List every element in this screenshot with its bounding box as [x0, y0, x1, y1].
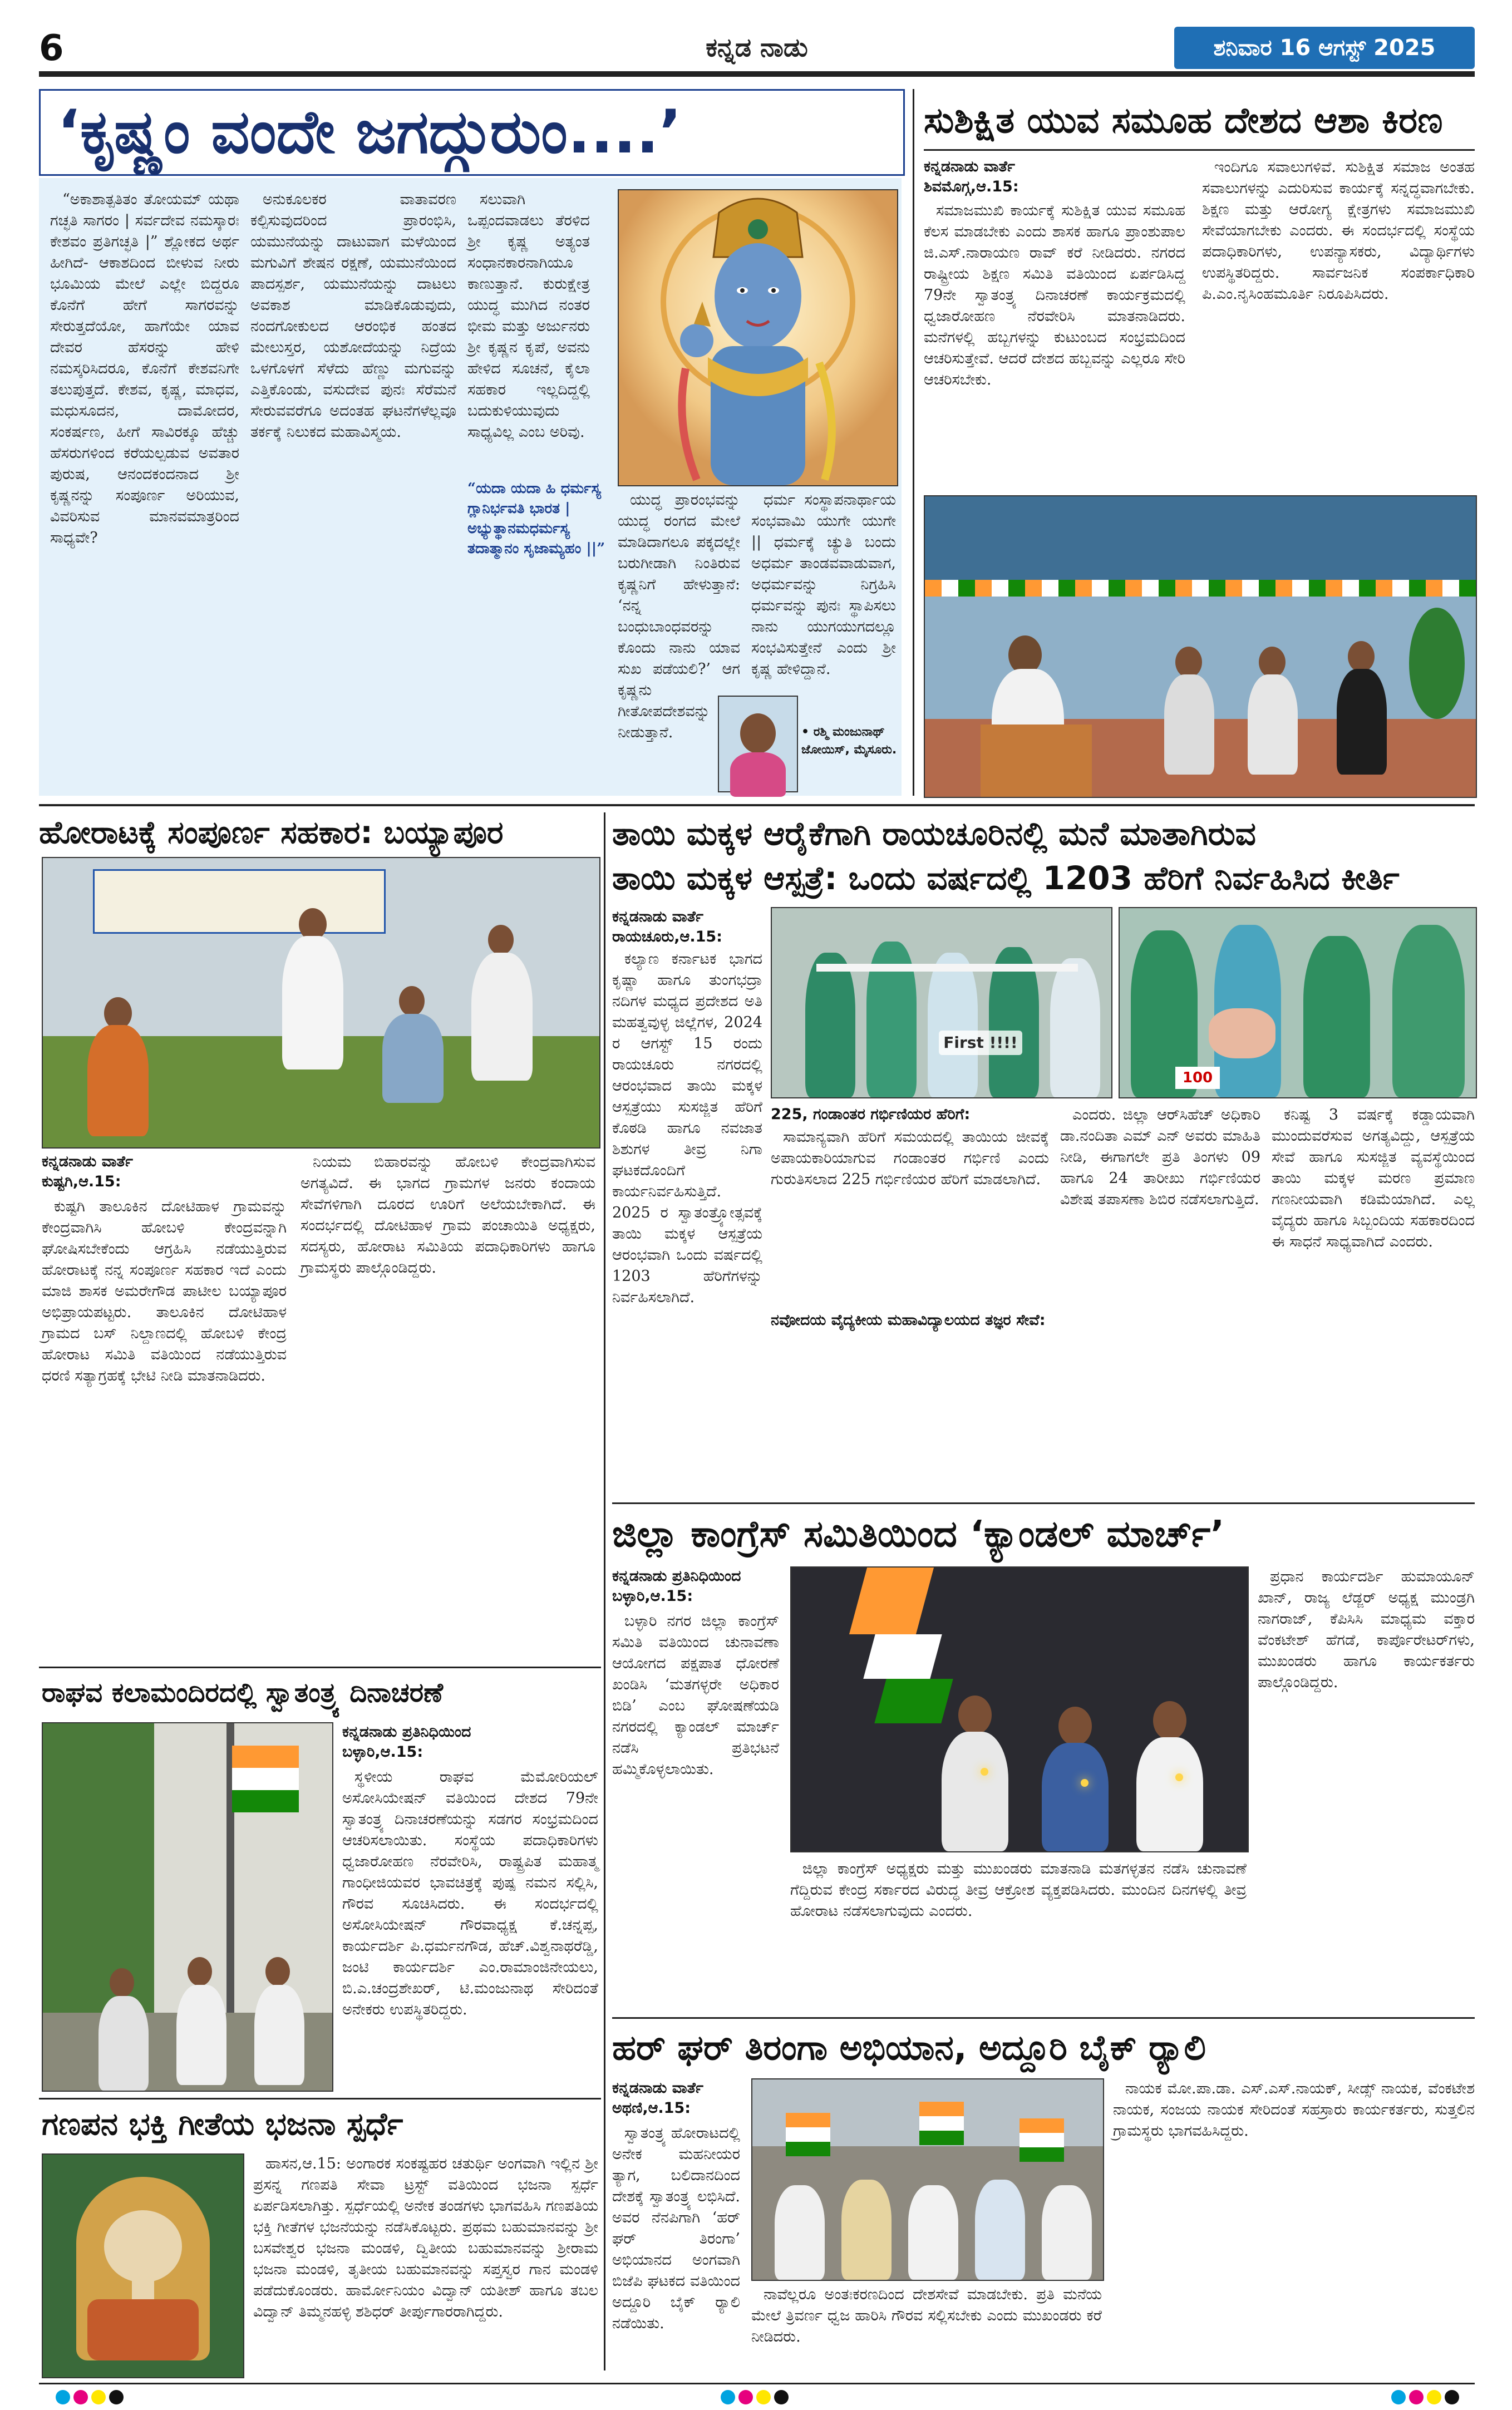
tiranga-dateline: ಅಥಣಿ,ಆ.15:: [612, 2099, 691, 2117]
hospital-photo-2: [1119, 907, 1477, 1098]
tiranga-headline: ಹರ್ ಘರ್ ತಿರಂಗಾ ಅಭಿಯಾನ, ಅದ್ದೂರಿ ಬೈಕ್ ರ್‍ಯಾಲಿ: [612, 2027, 1206, 2068]
congress-byline: ಕನ್ನಡನಾಡು ಪ್ರತಿನಿಧಿಯಿಂದ: [612, 1568, 741, 1585]
krishna-col-3: [467, 189, 590, 467]
footer-rule: [39, 2383, 1475, 2384]
ganapa-headline: ಗಣಪನ ಭಕ್ತಿ ಗೀತೆಯ ಭಜನಾ ಸ್ಪರ್ಧೆ: [42, 2106, 403, 2142]
krishna-illustration: [618, 189, 898, 486]
youth-photo: [924, 495, 1477, 798]
tiranga-col-3: [1113, 2078, 1475, 2376]
krishna-col-5: [751, 490, 896, 690]
support-dateline: ಕುಷ್ಟಗಿ,ಆ.15:: [42, 1173, 121, 1190]
tiranga-text-1: ಸ್ವಾತಂತ್ರ್ಯ ಹೋರಾಟದಲ್ಲಿ ಅನೇಕ ಮಹನೀಯರ ತ್ಯಾಗ, ಬಲಿದಾನದಿಂದ ದೇಶಕ್ಕೆ ಸ್ವಾತಂತ್ರ್ಯ ಲಭಿಸಿದೆ. ಅವರ ನೆನಪಿಗಾಗಿ ‘ಹರ್ ಘರ್ ತಿರಂಗಾ’ ಅಭಿಯಾನದ ಅಂಗವಾಗಿ ಬಿಜೆಪಿ ಘಟಕದ ವತಿಯಿಂದ ಅದ್ದೂರಿ ಬೈಕ್ ರ್‍ಯಾಲಿ ನಡೆಯಿತು.: [612, 2125, 740, 2332]
section-rule-4: [612, 1502, 1475, 1504]
support-text-1: ಕುಷ್ಟಗಿ ತಾಲೂಕಿನ ದೋಟಿಹಾಳ ಗ್ರಾಮವನ್ನು ಕೇಂದ್ರವಾಗಿಸಿ ಹೋಬಳಿ ಕೇಂದ್ರವನ್ನಾಗಿ ಘೋಷಿಸಬೇಕೆಂದು ಆಗ್ರಹಿಸಿ ನಡೆಯುತ್ತಿರುವ ಹೋರಾಟಕ್ಕೆ ನನ್ನ ಸಂಪೂರ್ಣ ಸಹಕಾರ ಇದೆ ಎಂದು ಮಾಜಿ ಶಾಸಕ ಅಮರೇಗೌಡ ಪಾಟೀಲ ಬಯ್ಯಾಪೂರ ಅಭಿಪ್ರಾಯಪಟ್ಟರು. ತಾಲೂಕಿನ ದೋಟಿಹಾಳ ಗ್ರಾಮದ ಬಸ್ ನಿಲ್ದಾಣದಲ್ಲಿ ಹೋಬಳಿ ಕೇಂದ್ರ ಹೋರಾಟ ಸಮಿತಿ ವತಿಯಿಂದ ನಡೆಯುತ್ತಿರುವ ಧರಣಿ ಸತ್ಯಾಗ್ರಹಕ್ಕೆ ಭೇಟಿ ನೀಡಿ ಮಾತನಾಡಿದರು.: [42, 1198, 287, 1384]
section-rule-1: [39, 804, 1475, 806]
krishna-text-4: ಯುದ್ಧ ಪ್ರಾರಂಭವನ್ನು ಯುದ್ಧ ರಂಗದ ಮೇಲೆ ಮಾಡಿದಾಗಲೂ ಪಕ್ಕದಲ್ಲೇ ಬರುಗೀಡಾಗಿ ನಿಂತಿರುವ ಕೃಷ್ಣನಿಗೆ ಹೇಳುತ್ತಾನೆ: ‘ನನ್ನ ಬಂಧುಬಾಂಧವರನ್ನು ಕೊಂದು ನಾನು ಯಾವ ಸುಖ ಪಡೆಯಲಿ?’ ಆಗ ಕೃಷ್ಣನು ಗೀತೋಪದೇಶವನ್ನು ನೀಡುತ್ತಾನೆ.: [618, 491, 740, 741]
youth-byline-block: [924, 157, 1185, 197]
tiranga-col-2: [751, 2284, 1102, 2376]
hospital-intro: [612, 949, 762, 1306]
hospital-photo-caption: First !!!!: [939, 1031, 1022, 1055]
section-rule-5: [612, 2017, 1475, 2019]
hospital-photo-1: [771, 907, 1112, 1098]
hospital-text-4: ಕನಿಷ್ಟ 3 ವರ್ಷಕ್ಕೆ ಕಡ್ಡಾಯವಾಗಿ ಮುಂದುವರೆಸುವ ಅಗತ್ಯವಿದ್ದು, ಆಸ್ಪತ್ರೆಯ ಸೇವೆ ಹಾಗೂ ಸುಸಜ್ಜಿತ ವ್ಯವಸ್ಥೆಯಿಂದ ತಾಯಿ ಮಕ್ಕಳ ಮರಣ ಪ್ರಮಾಣ ಗಣನೀಯವಾಗಿ ಕಡಿಮೆಯಾಗಿದೆ. ಎಲ್ಲ ವೈದ್ಯರು ಹಾಗೂ ಸಿಬ್ಬಂದಿಯ ಸಹಕಾರದಿಂದ ಈ ಸಾಧನೆ ಸಾಧ್ಯವಾಗಿದೆ ಎಂದರು.: [1272, 1106, 1475, 1250]
hospital-dateline: ರಾಯಚೂರು,ಆ.15:: [612, 928, 722, 945]
youth-dateline: ಶಿವಮೊಗ್ಗ,ಆ.15:: [924, 178, 1019, 195]
section-rule-3: [39, 2098, 601, 2099]
hospital-text-3: ಎಂದರು. ಜಿಲ್ಲಾ ಆರ್‌ಸಿಹೆಚ್ ಅಧಿಕಾರಿ ಡಾ.ನಂದಿತಾ ಎಮ್ ಎನ್ ಅವರು ಮಾಹಿತಿ ನೀಡಿ, ಈಗಾಗಲೇ ಪ್ರತಿ ತಿಂಗಳು 09 ಹಾಗೂ 24 ತಾರೀಖು ಗರ್ಭಿಣಿಯರ ವಿಶೇಷ ತಪಾಸಣಾ ಶಿಬಿರ ನಡೆಸಲಾಗುತ್ತಿದೆ.: [1060, 1106, 1260, 1208]
support-col-1: [42, 1196, 287, 1658]
support-byline-block: [42, 1152, 253, 1192]
header-rule: [39, 71, 1475, 77]
congress-col-1: [612, 1611, 779, 2012]
ganapa-col: [253, 2153, 598, 2376]
krishna-text-2: ಅನುಕೂಲಕರ ವಾತಾವರಣ ಕಲ್ಪಿಸುವುದರಿಂದ ಪ್ರಾರಂಭಿಸಿ, ಯಮುನೆಯನ್ನು ದಾಟುವಾಗ ಮಳೆಯಿಂದ ಮಗುವಿಗೆ ಶೇಷನ ರಕ್ಷಣೆ, ಯಮುನೆಯಿಂದ ಪಾದಸ್ಪರ್ಶ, ಯಮುನೆಯನ್ನು ದಾಟಲು ಅವಕಾಶ ಮಾಡಿಕೊಡುವುದು, ನಂದಗೋಕುಲದ ಆರಂಭಿಕ ಹಂತದ ಮೇಲುಸ್ತರ, ಯಶೋದೆಯನ್ನು ನಿದ್ರೆಯ ಒಳಗೊಳಗೆ ಸೆಳೆದು ಹೆಣ್ಣು ಮಗುವನ್ನು ಎತ್ತಿಕೊಂಡು, ವಸುದೇವ ಪುನಃ ಸೆರೆಮನೆ ಸೇರುವವರೆಗೂ ಅದಂತಹ ಘಟನೆಗಳೆಲ್ಲವೂ ತರ್ಕಕ್ಕೆ ನಿಲುಕದ ಮಹಾವಿಸ್ಮಯ.: [250, 191, 456, 441]
raghava-byline: ಕನ್ನಡನಾಡು ಪ್ರತಿನಿಧಿಯಿಂದ: [342, 1723, 471, 1741]
youth-col-1: [924, 200, 1185, 490]
congress-text-3: ಪ್ರಧಾನ ಕಾರ್ಯದರ್ಶಿ ಹುಮಾಯೂನ್ ಖಾನ್, ರಾಜ್ಯ ಲೆಡ್ಜರ್ ಅಧ್ಯಕ್ಷ ಮುಂಡ್ರಗಿ ನಾಗರಾಜ್, ಕೆಪಿಸಿಸಿ ಮಾಧ್ಯಮ ವಕ್ತಾರ ವೆಂಕಟೇಶ್ ಹೆಗಡೆ, ಕಾರ್ಪೊರೇಟರ್‌ಗಳು, ಮುಖಂಡರು ಹಾಗೂ ಕಾರ್ಯಕರ್ತರು ಪಾಲ್ಗೊಂಡಿದ್ದರು.: [1258, 1568, 1475, 1691]
hospital-sub-1: 225, ಗಂಡಾಂತರ ಗರ್ಭಿಣಿಯರ ಹೆರಿಗೆ:: [771, 1106, 971, 1123]
hospital-col-4: [1272, 1105, 1475, 1494]
krishna-author: • ರಶ್ಮಿ ಮಂಜುನಾಥ್ ಜೋಯಿಸ್, ಮೈಸೂರು.: [801, 725, 897, 757]
support-headline: ಹೋರಾಟಕ್ಕೆ ಸಂಪೂರ್ಣ ಸಹಕಾರ: ಬಯ್ಯಾಪೂರ: [39, 815, 504, 851]
hospital-col-2: [771, 1127, 1049, 1305]
date-badge: [1174, 27, 1475, 69]
col-divider-2: [604, 812, 605, 2370]
masthead: [556, 32, 957, 66]
paper-name: ಕನ್ನಡ ನಾಡು: [706, 32, 808, 62]
hospital-byline: ಕನ್ನಡನಾಡು ವಾರ್ತೆ: [612, 908, 703, 925]
congress-dateline: ಬಳ್ಳಾರಿ,ಆ.15:: [612, 1588, 693, 1605]
krishna-text-3: ಸಲುವಾಗಿ ಒಪ್ಪಂದವಾಡಲು ತೆರಳಿದ ಶ್ರೀ ಕೃಷ್ಣ ಅತ್ಯಂತ ಸಂಧಾನಕಾರನಾಗಿಯೂ ಕಾಣುತ್ತಾನೆ. ಕುರುಕ್ಷೇತ್ರ ಯುದ್ಧ ಮುಗಿದ ನಂತರ ಭೀಮ ಮತ್ತು ಅರ್ಜುನರು ಶ್ರೀ ಕೃಷ್ಣನ ಕೃಪೆ, ಅವನು ಹೇಳಿದ ಸೂಚನೆ, ಕೈಲಾ ಸಹಕಾರ ಇಲ್ಲದಿದ್ದಲ್ಲಿ ಬದುಕುಳಿಯುವುದು ಸಾಧ್ಯವಿಲ್ಲ ಎಂಬ ಅರಿವು.: [467, 191, 590, 441]
congress-col-3: [1258, 1566, 1475, 2012]
raghava-photo: [42, 1722, 333, 2092]
hospital-headline-1: ತಾಯಿ ಮಕ್ಕಳ ಆರೈಕೆಗಾಗಿ ರಾಯಚೂರಿನಲ್ಲಿ ಮನೆ ಮಾತಾಗಿರುವ: [612, 815, 1257, 852]
congress-text-1: ಬಳ್ಳಾರಿ ನಗರ ಜಿಲ್ಲಾ ಕಾಂಗ್ರೆಸ್ ಸಮಿತಿ ವತಿಯಿಂದ ಚುನಾವಣಾ ಆಯೋಗದ ಪಕ್ಷಪಾತ ಧೋರಣೆ ಖಂಡಿಸಿ ‘ಮತಗಳ್ಳರೇ ಅಧಿಕಾರ ಬಿಡಿ’ ಎಂಬ ಘೋಷಣೆಯಡಿ ನಗರದಲ್ಲಿ ಕ್ಯಾಂಡಲ್ ಮಾರ್ಚ್ ನಡೆಸಿ ಪ್ರತಿಭಟನೆ ಹಮ್ಮಿಕೊಳ್ಳಲಾಯಿತು.: [612, 1613, 779, 1778]
tiranga-byline-block: [612, 2078, 740, 2118]
tiranga-col-1: [612, 2123, 740, 2376]
youth-text-2: ಇಂದಿಗೂ ಸವಾಲುಗಳಿವೆ. ಸುಶಿಕ್ಷಿತ ಸಮಾಜ ಅಂತಹ ಸವಾಲುಗಳನ್ನು ಎದುರಿಸುವ ಕಾರ್ಯಕ್ಕೆ ಸನ್ನದ್ಧವಾಗಬೇಕು. ಶಿಕ್ಷಣ ಮತ್ತು ಆರೋಗ್ಯ ಕ್ಷೇತ್ರಗಳು ಸಮಾಜಮುಖಿ ಸೇವೆಯಾಗಬೇಕು ಎಂದರು. ಈ ಸಂದರ್ಭದಲ್ಲಿ ಸಂಸ್ಥೆಯ ಪದಾಧಿಕಾರಿಗಳು, ಉಪನ್ಯಾಸಕರು, ವಿದ್ಯಾರ್ಥಿಗಳು ಉಪಸ್ಥಿತರಿದ್ದರು. ಸಾರ್ವಜನಿಕ ಸಂಪರ್ಕಾಧಿಕಾರಿ ಪಿ.ಎಂ.ನೃಸಿಂಹಮೂರ್ತಿ ನಿರೂಪಿಸಿದರು.: [1202, 159, 1475, 303]
krishna-text-1: “ಅಕಾಶಾತ್ಪತಿತಂ ತೋಯಮ್ ಯಥಾ ಗಚ್ಛತಿ ಸಾಗರಂ | ಸರ್ವದೇವ ನಮಸ್ಕಾರಃ ಕೇಶವಂ ಪ್ರತಿಗಚ್ಛತಿ |” ಶ್ಲೋಕದ ಅರ್ಥ ಹೀಗಿದೆ- ಆಕಾಶದಿಂದ ಬೀಳುವ ನೀರು ಭೂಮಿಯ ಮೇಲೆ ಎಲ್ಲೇ ಬಿದ್ದರೂ ಕೊನೆಗೆ ಹೇಗೆ ಸಾಗರವನ್ನು ಸೇರುತ್ತದೆಯೋ, ಹಾಗೆಯೇ ಯಾವ ದೇವರ ಹೆಸರನ್ನು ಹೇಳಿ ನಮಸ್ಕರಿಸಿದರೂ, ಕೊನೆಗೆ ಕೇಶವನಿಗೇ ತಲುಪುತ್ತದೆ. ಕೇಶವ, ಕೃಷ್ಣ, ಮಾಧವ, ಮಧುಸೂದನ, ದಾಮೋದರ, ಸಂಕರ್ಷಣ, ಹೀಗೆ ಸಾವಿರಕ್ಕೂ ಹೆಚ್ಚು ಹೆಸರುಗಳಿಂದ ಕರೆಯಲ್ಪಡುವ ಅವತಾರ ಪುರುಷ, ಆನಂದಕಂದನಾದ ಶ್ರೀ ಕೃಷ್ಣನನ್ನು ಸಂಪೂರ್ಣ ಅರಿಯುವ, ವಿವರಿಸುವ ಮಾನವಮಾತ್ರರಿಂದ ಸಾಧ್ಯವೇ?: [50, 191, 239, 546]
krishna-col-2: [250, 189, 456, 790]
col-divider: [913, 89, 914, 796]
congress-text-2: ಜಿಲ್ಲಾ ಕಾಂಗ್ರೆಸ್ ಅಧ್ಯಕ್ಷರು ಮತ್ತು ಮುಖಂಡರು ಮಾತನಾಡಿ ಮತಗಳ್ಳತನ ನಡೆಸಿ ಚುನಾವಣೆ ಗೆದ್ದಿರುವ ಕೇಂದ್ರ ಸರ್ಕಾರದ ವಿರುದ್ಧ ತೀವ್ರ ಆಕ್ರೋಶ ವ್ಯಕ್ತಪಡಿಸಿದರು. ಮುಂದಿನ ದಿನಗಳಲ್ಲಿ ತೀವ್ರ ಹೋರಾಟ ನಡೆಸಲಾಗುವುದು ಎಂದರು.: [790, 1860, 1247, 1920]
youth-headline: ಸುಶಿಕ್ಷಿತ ಯುವ ಸಮೂಹ ದೇಶದ ಆಶಾ ಕಿರಣ: [924, 100, 1443, 141]
ganapa-text: ಹಾಸನ,ಆ.15: ಅಂಗಾರಕ ಸಂಕಷ್ಟಹರ ಚತುರ್ಥಿ ಅಂಗವಾಗಿ ಇಲ್ಲಿನ ಶ್ರೀ ಪ್ರಸನ್ನ ಗಣಪತಿ ಸೇವಾ ಟ್ರಸ್ಟ್ ವತಿಯಿಂದ ಭಜನಾ ಸ್ಪರ್ಧೆ ಏರ್ಪಡಿಸಲಾಗಿತ್ತು. ಸ್ಪರ್ಧೆಯಲ್ಲಿ ಅನೇಕ ತಂಡಗಳು ಭಾಗವಹಿಸಿ ಗಣಪತಿಯ ಭಕ್ತಿ ಗೀತೆಗಳ ಭಜನೆಯನ್ನು ನಡೆಸಿಕೊಟ್ಟರು. ಪ್ರಥಮ ಬಹುಮಾನವನ್ನು ಶ್ರೀ ಬಸವೇಶ್ವರ ಭಜನಾ ಮಂಡಳಿ, ದ್ವಿತೀಯ ಬಹುಮಾನವನ್ನು ಶ್ರೀರಾಮ ಭಜನಾ ಮಂಡಳಿ, ತೃತೀಯ ಬಹುಮಾನವನ್ನು ಸಪ್ತಸ್ವರ ಗಾನ ಮಂಡಳಿ ಪಡೆದುಕೊಂಡರು. ಹಾರ್ಮೋನಿಯಂ ವಿದ್ವಾನ್ ಯತೀಶ್ ಹಾಗೂ ತಬಲ ವಿದ್ವಾನ್ ತಿಮ್ಮನಹಳ್ಳಿ ಶಶಿಧರ್ ತೀರ್ಪುಗಾರರಾಗಿದ್ದರು.: [253, 2155, 598, 2320]
congress-byline-block: [612, 1566, 779, 1606]
hospital-sub-2: ನವೋದಯ ವೈದ್ಯಕೀಯ ಮಹಾವಿದ್ಯಾಲಯದ ತಜ್ಞರ ಸೇವೆ:: [771, 1312, 1046, 1329]
hospital-text-2: ಸಾಮಾನ್ಯವಾಗಿ ಹೆರಿಗೆ ಸಮಯದಲ್ಲಿ ತಾಯಿಯ ಜೀವಕ್ಕೆ ಅಪಾಯಕಾರಿಯಾಗುವ ಗಂಡಾಂತರ ಗರ್ಭಿಣಿ ಎಂದು ಗುರುತಿಸಲಾದ 225 ಗರ್ಭಿಣಿಯರ ಹೆರಿಗೆ ಮಾಡಲಾಗಿದೆ.: [771, 1128, 1049, 1188]
raghava-text: ಸ್ಥಳೀಯ ರಾಘವ ಮೆಮೋರಿಯಲ್ ಅಸೋಸಿಯೇಷನ್ ವತಿಯಿಂದ ದೇಶದ 79ನೇ ಸ್ವಾತಂತ್ರ್ಯ ದಿನಾಚರಣೆಯನ್ನು ಸಡಗರ ಸಂಭ್ರಮದಿಂದ ಆಚರಿಸಲಾಯಿತು. ಸಂಸ್ಥೆಯ ಪದಾಧಿಕಾರಿಗಳು ಧ್ವಜಾರೋಹಣ ನೆರವೇರಿಸಿ, ರಾಷ್ಟ್ರಪಿತ ಮಹಾತ್ಮ ಗಾಂಧೀಜಿಯವರ ಭಾವಚಿತ್ರಕ್ಕೆ ಪುಷ್ಪ ನಮನ ಸಲ್ಲಿಸಿ, ಗೌರವ ಸೂಚಿಸಿದರು. ಈ ಸಂದರ್ಭದಲ್ಲಿ ಅಸೋಸಿಯೇಷನ್ ಗೌರವಾಧ್ಯಕ್ಷ ಕೆ.ಚನ್ನಪ್ಪ, ಕಾರ್ಯದರ್ಶಿ ಪಿ.ಧರ್ಮನಗೌಡ, ಹೆಚ್.ವಿಶ್ವನಾಥರೆಡ್ಡಿ, ಜಂಟಿ ಕಾರ್ಯದರ್ಶಿ ಎಂ.ರಾಮಾಂಜಿನೇಯಲು, ಬಿ.ಎ.ಚಂದ್ರಶೇಖರ್, ಟಿ.ಮಂಜುನಾಥ ಸೇರಿದಂತೆ ಅನೇಕರು ಉಪಸ್ಥಿತರಿದ್ದರು.: [342, 1768, 598, 2018]
krishna-text-5: ಧರ್ಮ ಸಂಸ್ಥಾಪನಾರ್ಥಾಯ ಸಂಭವಾಮಿ ಯುಗೇ ಯುಗೇ || ಧರ್ಮಕ್ಕೆ ಚ್ಯುತಿ ಬಂದು ಅಧರ್ಮ ತಾಂಡವವಾಡುವಾಗ, ಅಧರ್ಮವನ್ನು ನಿಗ್ರಹಿಸಿ ಧರ್ಮವನ್ನು ಪುನಃ ಸ್ಥಾಪಿಸಲು ನಾನು ಯುಗಯುಗದಲ್ಲೂ ಸಂಭವಿಸುತ್ತೇನೆ ಎಂದು ಶ್ರೀ ಕೃಷ್ಣ ಹೇಳಿದ್ದಾನೆ.: [751, 491, 896, 678]
krishna-col-1: [50, 189, 239, 790]
youth-rule: [924, 149, 1475, 151]
hospital-col-3: [1060, 1105, 1260, 1494]
support-photo: [42, 857, 600, 1149]
hospital-byline-block: [612, 907, 762, 947]
tiranga-text-3: ನಾಯಕ ಮೋ.ಪಾ.ಡಾ. ಎಸ್.ಎಸ್.ನಾಯಕ್, ಸೀಡ್ಸ್ ನಾಯಕ, ವೆಂಕಟೇಶ ನಾಯಕ, ಸಂಜಯ ನಾಯಕ ಸೇರಿದಂತೆ ಸಹಸ್ರಾರು ಕಾರ್ಯಕರ್ತರು, ಸುತ್ತಲಿನ ಗ್ರಾಮಸ್ಥರು ಭಾಗವಹಿಸಿದ್ದರು.: [1113, 2080, 1475, 2140]
support-col-2: [301, 1152, 595, 1658]
krishna-headline: ‘ಕೃಷ್ಣಂ ವಂದೇ ಜಗದ್ಗುರುಂ....’: [57, 97, 682, 167]
author-photo: [718, 696, 798, 792]
youth-col-2: [1202, 157, 1475, 491]
raghava-headline: ರಾಘವ ಕಲಾಮಂದಿರದಲ್ಲಿ ಸ್ವಾತಂತ್ರ್ಯ ದಿನಾಚರಣೆ: [42, 1677, 444, 1708]
support-byline: ಕನ್ನಡನಾಡು ವಾರ್ತೆ: [42, 1153, 133, 1170]
hospital-photo-tag: 100: [1175, 1067, 1220, 1089]
krishna-headline-box: [39, 89, 905, 176]
youth-text-1: ಸಮಾಜಮುಖಿ ಕಾರ್ಯಕ್ಕೆ ಸುಶಿಕ್ಷಿತ ಯುವ ಸಮೂಹ ಕೆಲಸ ಮಾಡಬೇಕು ಎಂದು ಶಾಸಕ ಹಾಗೂ ಪ್ರಾಂಶುಪಾಲ ಜಿ.ಎಸ್.ನಾರಾಯಣ ರಾವ್ ಕರೆ ನೀಡಿದರು. ನಗರದ ರಾಷ್ಟ್ರೀಯ ಶಿಕ್ಷಣ ಸಮಿತಿ ವತಿಯಿಂದ ಏರ್ಪಡಿಸಿದ್ದ 79ನೇ ಸ್ವಾತಂತ್ರ್ಯ ದಿನಾಚರಣೆ ಕಾರ್ಯಕ್ರಮದಲ್ಲಿ ಧ್ವಜಾರೋಹಣ ನೆರವೇರಿಸಿ ಮಾತನಾಡಿದರು. ಮನೆಗಳಲ್ಲಿ ಹಬ್ಬಗಳನ್ನು ಕುಟುಂಬದ ಸಂಭ್ರಮದಿಂದ ಆಚರಿಸುತ್ತೇವೆ. ಆದರೆ ದೇಶದ ಹಬ್ಬವನ್ನು ಎಲ್ಲರೂ ಸೇರಿ ಆಚರಿಸಬೇಕು.: [924, 202, 1185, 388]
page-number: 6: [39, 28, 64, 69]
ganapa-photo: [42, 2153, 244, 2378]
tiranga-byline: ಕನ್ನಡನಾಡು ವಾರ್ತೆ: [612, 2079, 703, 2097]
raghava-byline-block: [342, 1722, 598, 1762]
date-text: ಶನಿವಾರ 16 ಆಗಸ್ಟ್ 2025: [1213, 35, 1436, 61]
youth-byline: ಕನ್ನಡನಾಡು ವಾರ್ತೆ: [924, 158, 1015, 175]
krishna-quote: “ಯದಾ ಯದಾ ಹಿ ಧರ್ಮಸ್ಯ ಗ್ಲಾನಿರ್ಭವತಿ ಭಾರತ | ಅಭ್ಯುತ್ಥಾನಮಧರ್ಮಸ್ಯ ತದಾತ್ಮಾನಂ ಸೃಜಾಮ್ಯಹಂ ||”: [467, 480, 605, 557]
hospital-headline-2: ತಾಯಿ ಮಕ್ಕಳ ಆಸ್ಪತ್ರೆ: ಒಂದು ವರ್ಷದಲ್ಲಿ 1203 ಹೆರಿಗೆ ನಿರ್ವಹಿಸಿದ ಕೀರ್ತಿ: [612, 859, 1400, 897]
support-text-2: ನಿಯಮ ಬಿಹಾರವನ್ನು ಹೋಬಳಿ ಕೇಂದ್ರವಾಗಿಸುವ ಅಗತ್ಯವಿದೆ. ಈ ಭಾಗದ ಗ್ರಾಮಗಳ ಜನರು ಕಂದಾಯ ಸೇವೆಗಳಿಗಾಗಿ ದೂರದ ಊರಿಗೆ ಅಲೆಯಬೇಕಾಗಿದೆ. ಈ ಸಂದರ್ಭದಲ್ಲಿ ದೋಟಿಹಾಳ ಗ್ರಾಮ ಪಂಚಾಯಿತಿ ಅಧ್ಯಕ್ಷರು, ಸದಸ್ಯರು, ಹೋರಾಟ ಸಮಿತಿಯ ಪದಾಧಿಕಾರಿಗಳು ಹಾಗೂ ಗ್ರಾಮಸ್ಥರು ಪಾಲ್ಗೊಂಡಿದ್ದರು.: [301, 1154, 595, 1277]
hospital-intro-text: ಕಲ್ಯಾಣ ಕರ್ನಾಟಕ ಭಾಗದ ಕೃಷ್ಣಾ ಹಾಗೂ ತುಂಗಭದ್ರಾ ನದಿಗಳ ಮಧ್ಯದ ಪ್ರದೇಶದ ಅತಿ ಮಹತ್ವವುಳ್ಳ ಜಿಲ್ಲೆಗಳ, 2024 ರ ಆಗಸ್ಟ್ 15 ರಂದು ರಾಯಚೂರು ನಗರದಲ್ಲಿ ಆರಂಭವಾದ ತಾಯಿ ಮಕ್ಕಳ ಆಸ್ಪತ್ರೆಯು ಸುಸಜ್ಜಿತ ಹೆರಿಗೆ ಕೊಠಡಿ ಹಾಗೂ ನವಜಾತ ಶಿಶುಗಳ ತೀವ್ರ ನಿಗಾ ಘಟಕದೊಂದಿಗೆ ಕಾರ್ಯನಿರ್ವಹಿಸುತ್ತಿದೆ. 2025 ರ ಸ್ವಾತಂತ್ರ್ಯೋತ್ಸವಕ್ಕೆ ತಾಯಿ ಮಕ್ಕಳ ಆಸ್ಪತ್ರೆಯ ಆರಂಭವಾಗಿ ಒಂದು ವರ್ಷದಲ್ಲಿ 1203 ಹೆರಿಗೆಗಳನ್ನು ನಿರ್ವಹಿಸಲಾಗಿದೆ.: [612, 950, 762, 1306]
congress-photo: [790, 1566, 1249, 1852]
congress-headline: ಜಿಲ್ಲಾ ಕಾಂಗ್ರೆಸ್ ಸಮಿತಿಯಿಂದ ‘ಕ್ಯಾಂಡಲ್ ಮಾರ್ಚ್’: [612, 1512, 1225, 1555]
raghava-col: [342, 1767, 598, 2089]
raghava-dateline: ಬಳ್ಳಾರಿ,ಆ.15:: [342, 1743, 423, 1761]
congress-col-2: [790, 1859, 1247, 2009]
section-rule-2: [39, 1667, 601, 1668]
tiranga-photo: [751, 2078, 1104, 2281]
tiranga-text-2: ನಾವೆಲ್ಲರೂ ಅಂತಃಕರಣದಿಂದ ದೇಶಸೇವೆ ಮಾಡಬೇಕು. ಪ್ರತಿ ಮನೆಯ ಮೇಲೆ ತ್ರಿವರ್ಣ ಧ್ವಜ ಹಾರಿಸಿ ಗೌರವ ಸಲ್ಲಿಸಬೇಕು ಎಂದು ಮುಖಂಡರು ಕರೆ ನೀಡಿದರು.: [751, 2286, 1102, 2345]
